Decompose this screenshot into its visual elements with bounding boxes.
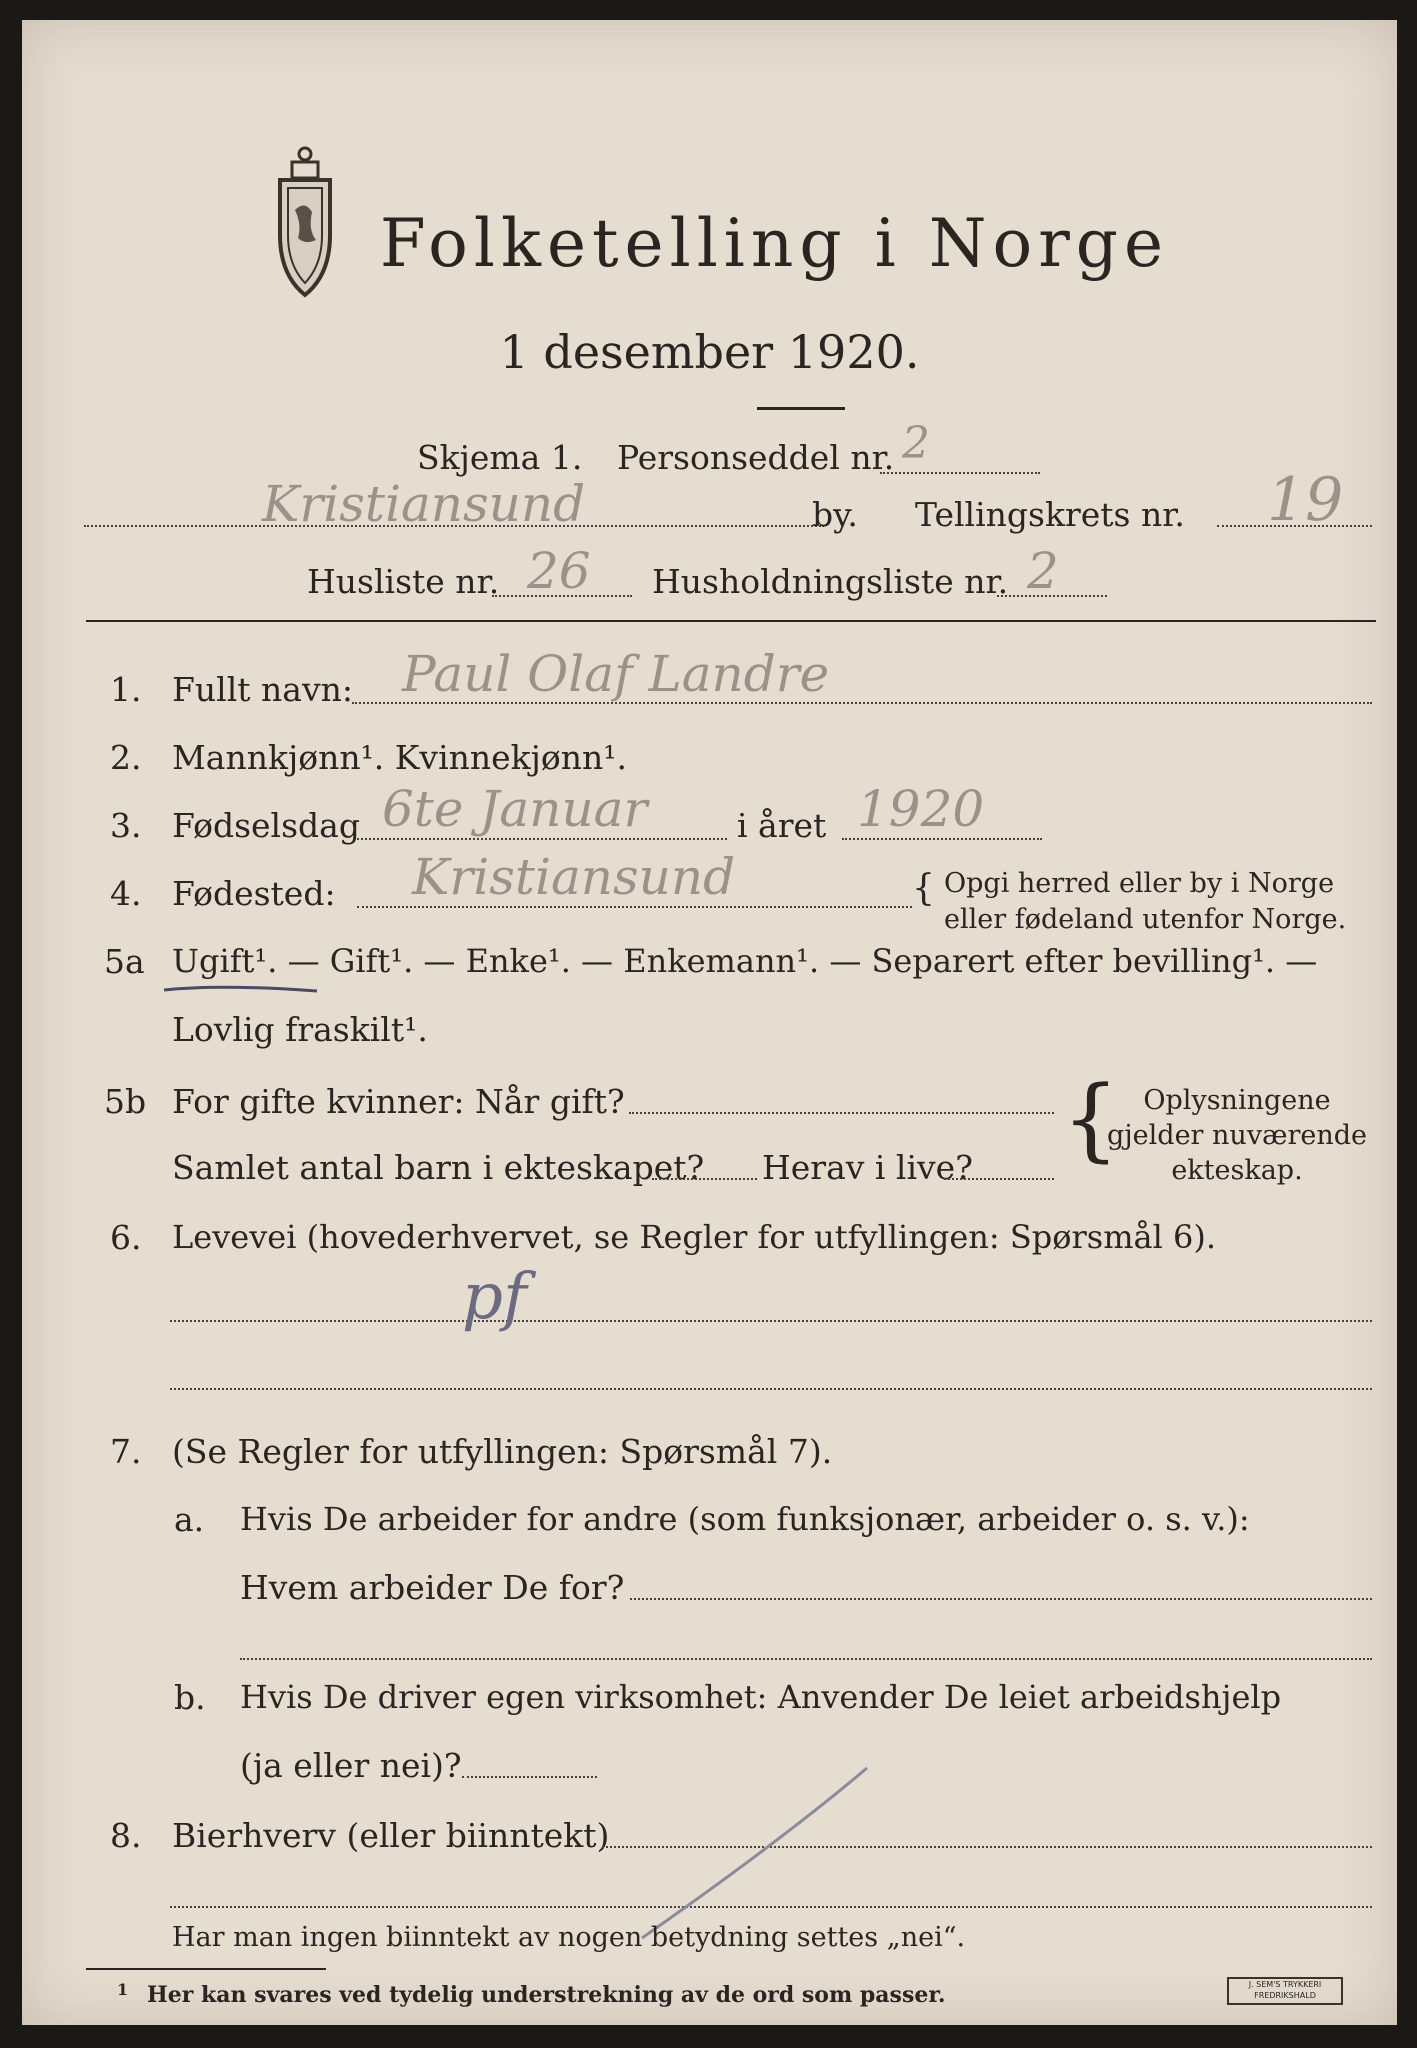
q6-number: 6. xyxy=(110,1218,142,1257)
husholdning-label: Husholdningsliste nr. xyxy=(652,562,1009,601)
q3-label: Fødselsdag xyxy=(172,806,360,845)
footnote-divider xyxy=(86,1968,326,1970)
q4-brace: { xyxy=(912,868,935,909)
husholdning-value[interactable]: 2 xyxy=(1027,542,1059,600)
census-date: 1 desember 1920. xyxy=(499,325,920,379)
q8-number: 8. xyxy=(110,1816,142,1855)
q7b-line-1: Hvis De driver egen virksomhet: Anvender De leiet arbeidshjelp xyxy=(240,1678,1282,1716)
q6-label: Levevei (hovederhvervet, se Regler for utfyllingen: Spørsmål 6). xyxy=(172,1218,1217,1256)
occupation-value[interactable]: pf xyxy=(462,1260,527,1334)
q5b-note-1: Oplysningene xyxy=(1143,1085,1331,1116)
occupation-line-1 xyxy=(170,1320,1372,1322)
personseddel-value[interactable]: 2 xyxy=(902,418,930,469)
q4-label: Fødested: xyxy=(172,874,336,913)
q5b-line-1: For gifte kvinner: Når gift? xyxy=(172,1082,625,1121)
married-date-line[interactable] xyxy=(629,1112,1054,1114)
q5b-note-3: ekteskap. xyxy=(1171,1155,1303,1186)
title-divider xyxy=(757,407,845,410)
year-line xyxy=(842,838,1042,840)
birthplace-value[interactable]: Kristiansund xyxy=(412,848,736,906)
ugift-underline xyxy=(162,982,322,996)
birthday-value[interactable]: 6te Januar xyxy=(382,780,648,838)
year-label: i året xyxy=(737,806,827,845)
q7b-letter: b. xyxy=(174,1678,206,1717)
tellingskrets-value[interactable]: 19 xyxy=(1267,465,1344,535)
side-income-strike xyxy=(622,1760,882,1945)
personseddel-label: Personseddel nr. xyxy=(617,438,895,477)
q1-label: Fullt navn: xyxy=(172,670,353,709)
by-value[interactable]: Kristiansund xyxy=(262,475,586,533)
full-name-value[interactable]: Paul Olaf Landre xyxy=(402,645,830,703)
q1-number: 1. xyxy=(110,670,142,709)
marital-status-options[interactable]: Ugift¹. — Gift¹. — Enke¹. — Enkemann¹. — Separert efter bevilling¹. — xyxy=(172,942,1318,980)
birthday-line xyxy=(357,838,727,840)
husliste-value[interactable]: 26 xyxy=(527,542,591,600)
form-title: Folketelling i Norge xyxy=(379,205,1170,282)
q3-number: 3. xyxy=(110,806,142,845)
marital-status-options-2[interactable]: Lovlig fraskilt¹. xyxy=(172,1010,428,1049)
employer-line-2[interactable] xyxy=(240,1658,1372,1660)
q8-note: Har man ingen biinntekt av nogen betydning settes „nei“. xyxy=(172,1922,966,1953)
census-form xyxy=(22,20,1397,2025)
alive-line[interactable] xyxy=(944,1178,1054,1180)
employer-line-1[interactable] xyxy=(630,1598,1372,1600)
personseddel-line xyxy=(880,472,1040,474)
q7a-letter: a. xyxy=(174,1500,205,1539)
q5b-children-label: Samlet antal barn i ekteskapet? xyxy=(172,1148,705,1187)
husliste-label: Husliste nr. xyxy=(307,562,500,601)
q5b-number: 5b xyxy=(104,1082,147,1121)
q8-label: Bierhverv (eller biinntekt) xyxy=(172,1816,610,1855)
q5b-alive-label: Herav i live? xyxy=(762,1148,973,1187)
footnote-number: 1 xyxy=(117,1980,129,1999)
gender-options[interactable]: Mannkjønn¹. Kvinnekjønn¹. xyxy=(172,738,627,777)
q4-note-1: Opgi herred eller by i Norge xyxy=(944,868,1335,899)
children-line[interactable] xyxy=(652,1178,757,1180)
q7b-line-2: (ja eller nei)? xyxy=(240,1746,462,1785)
q7-number: 7. xyxy=(110,1432,142,1471)
q5b-brace: { xyxy=(1062,1067,1120,1172)
skjema-label: Skjema 1. xyxy=(417,438,583,477)
q7a-line-2: Hvem arbeider De for? xyxy=(240,1568,625,1607)
q7a-line-1: Hvis De arbeider for andre (som funksjonær, arbeider o. s. v.): xyxy=(240,1500,1250,1538)
printer-stamp: J. SEM'S TRYKKERI FREDRIKSHALD xyxy=(1227,1977,1343,2005)
birthplace-line xyxy=(357,906,912,908)
q4-note-2: eller fødeland utenfor Norge. xyxy=(944,904,1347,935)
hired-help-line[interactable] xyxy=(462,1776,597,1778)
q4-number: 4. xyxy=(110,874,142,913)
q7-label: (Se Regler for utfyllingen: Spørsmål 7). xyxy=(172,1432,833,1471)
q5a-number: 5a xyxy=(104,942,145,981)
q2-number: 2. xyxy=(110,738,142,777)
footnote-text: Her kan svares ved tydelig understrekning av de ord som passer. xyxy=(147,1982,946,2008)
q5b-note-2: gjelder nuværende xyxy=(1107,1120,1367,1151)
birth-year-value[interactable]: 1920 xyxy=(857,780,985,838)
by-label: by. xyxy=(812,495,858,534)
tellingskrets-label: Tellingskrets nr. xyxy=(915,495,1185,534)
header-divider xyxy=(86,620,1376,622)
occupation-line-2 xyxy=(170,1388,1372,1390)
